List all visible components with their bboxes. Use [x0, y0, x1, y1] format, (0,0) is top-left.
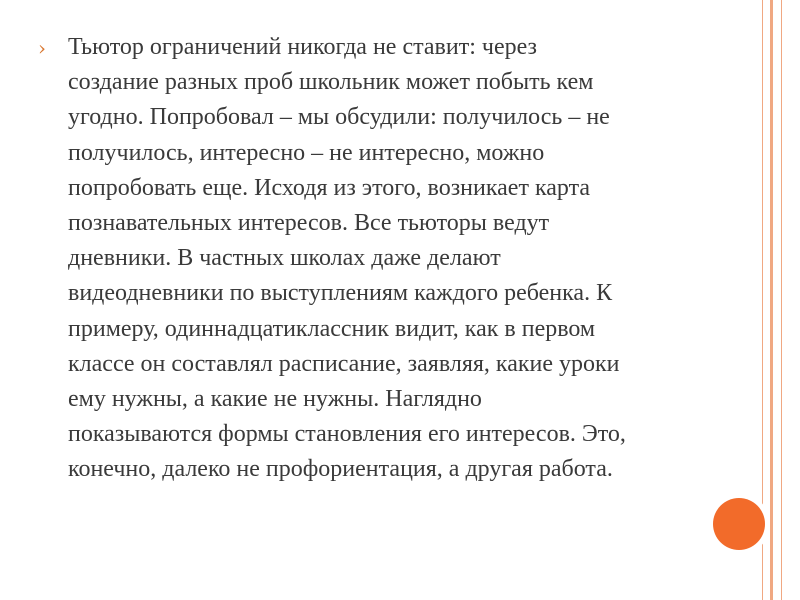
paragraph-line: ему нужны, а какие не нужны. Наглядно	[68, 386, 482, 413]
body-paragraph	[68, 30, 758, 488]
paragraph-line: создание разных проб школьник может побыть кем	[68, 69, 594, 96]
paragraph-line: получилось, интересно – не интересно, можно	[68, 139, 545, 166]
decorative-rule	[781, 0, 782, 600]
paragraph-line: видеодневники по выступлениям каждого ребенка. К	[68, 280, 613, 307]
circle-ornament	[713, 498, 765, 550]
decorative-rule	[770, 0, 773, 600]
paragraph-line: примеру, одиннадцатиклассник видит, как в первом	[68, 315, 596, 342]
paragraph-line: угодно. Попробовал – мы обсудили: получилось – не	[68, 104, 610, 131]
slide-content	[38, 30, 758, 488]
bullet-item	[38, 30, 758, 488]
paragraph-line: познавательных интересов. Все тьюторы ведут	[68, 210, 550, 237]
paragraph-line: классе он составлял расписание, заявляя, какие уроки	[68, 350, 620, 377]
paragraph-line: Тьютор ограничений никогда не ставит: через	[68, 34, 538, 60]
decorative-rule	[762, 0, 763, 600]
paragraph-line: показываются формы становления его интересов. Это,	[68, 421, 626, 448]
paragraph-line: дневники. В частных школах даже делают	[68, 245, 501, 272]
paragraph-line: попробовать еще. Исходя из этого, возникает карта	[68, 174, 591, 201]
paragraph-line: конечно, далеко не профориентация, а другая работа.	[68, 456, 613, 483]
bullet-icon: ›	[38, 36, 46, 60]
